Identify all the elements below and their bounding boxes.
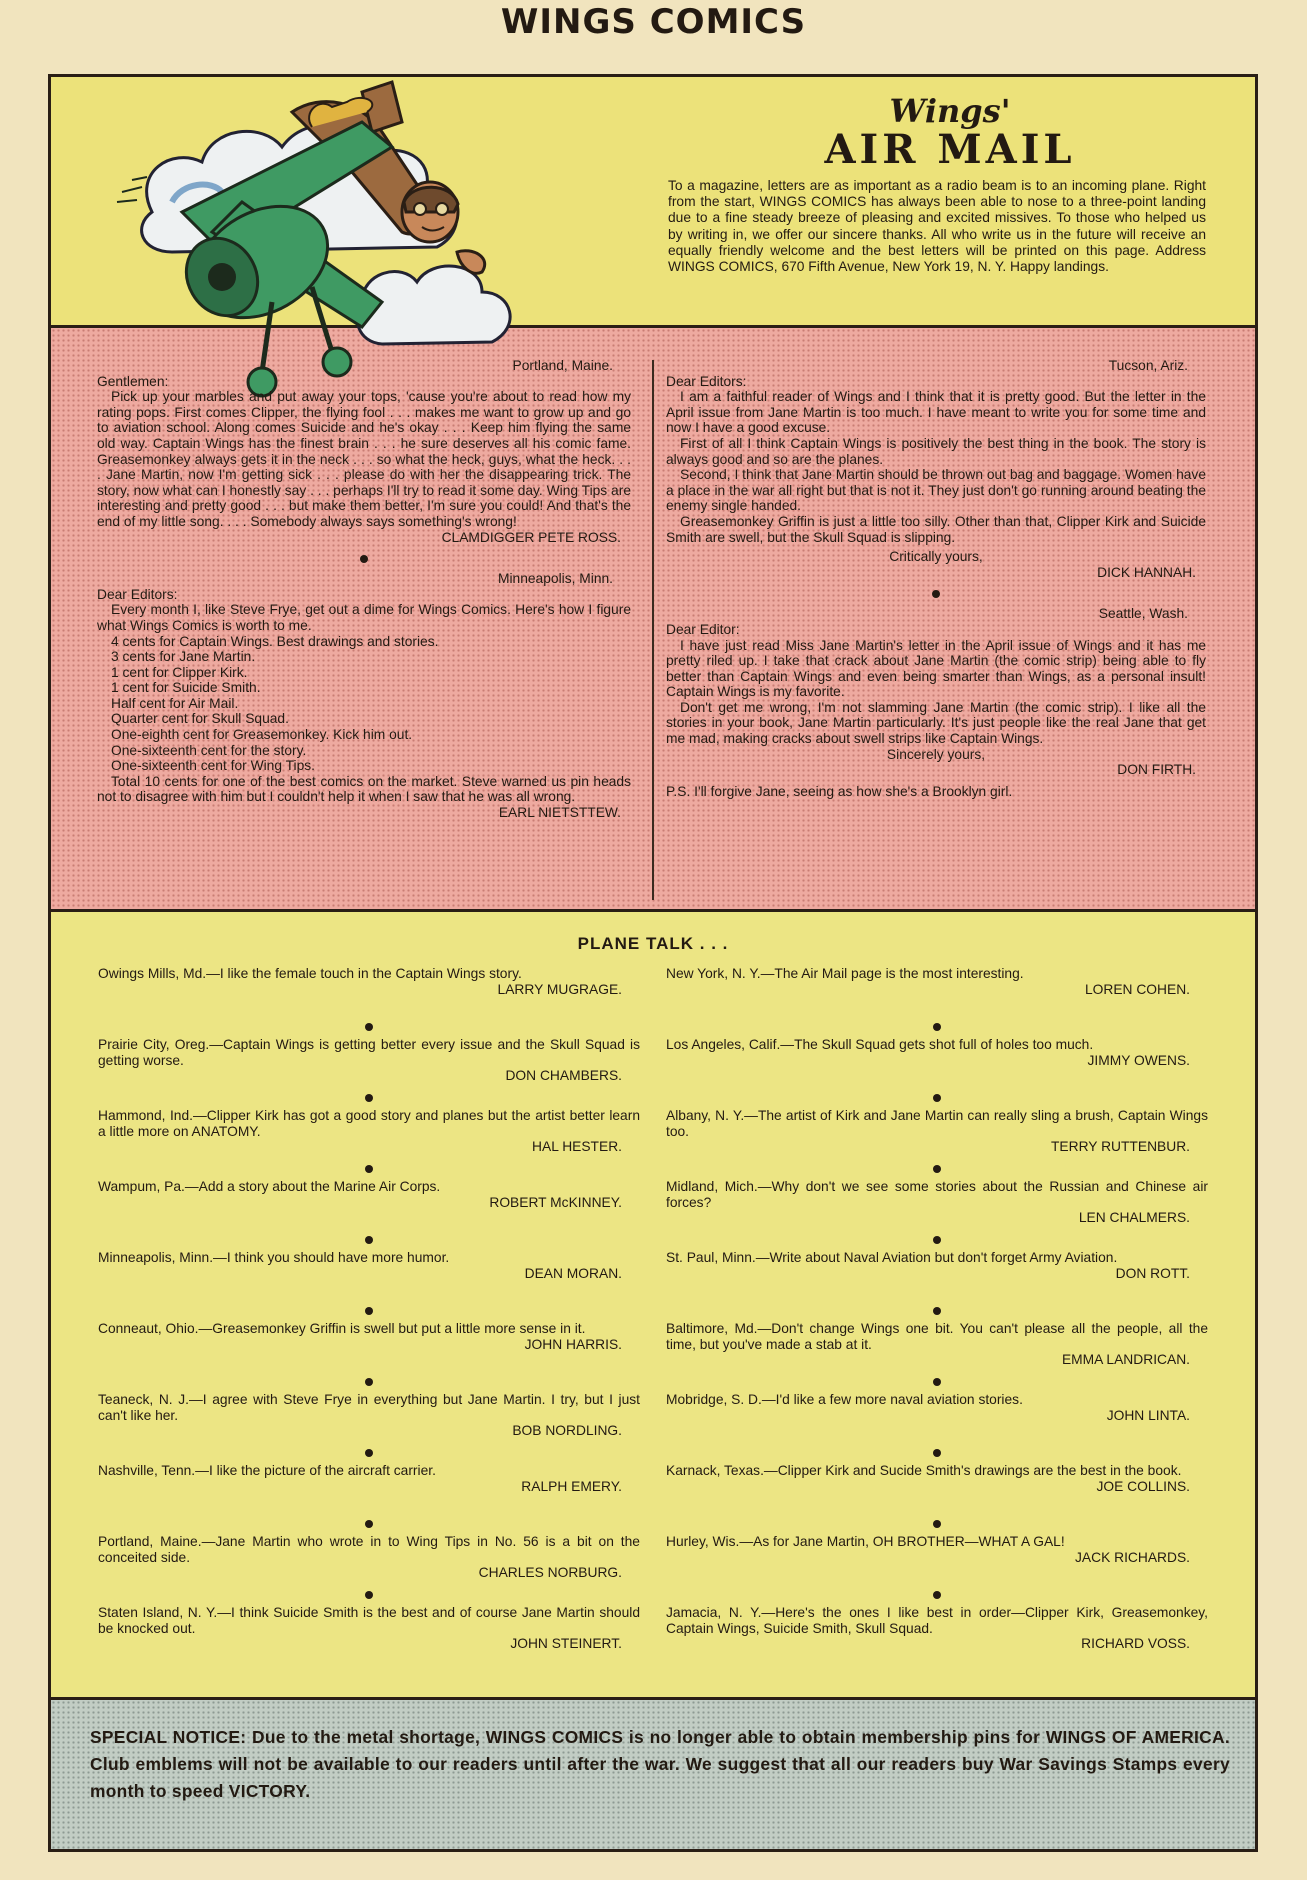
separator-dot [933, 1378, 941, 1386]
comment-author: LOREN COHEN. [1084, 981, 1190, 997]
letters-left-column [97, 358, 631, 821]
list-item [98, 1605, 640, 1676]
comment-author: TERRY RUTTENBUR. [1050, 1139, 1190, 1155]
list-item [98, 1250, 640, 1321]
separator-dot [365, 1165, 373, 1173]
air-mail-title: AIR MAIL [824, 126, 1076, 173]
comment-author: JOHN STEINERT. [510, 1636, 622, 1652]
separator-dot [933, 1023, 941, 1031]
letter-paragraph: Greasemonkey Griffin is just a little too silly. Other than that, Clipper Kirk and Suicide Smith are swell, but the Skull Squad is slipping. [666, 513, 1206, 545]
letter-paragraph: I have just read Miss Jane Martin's letter in the April issue of Wings and it has me pretty riled up. I take that crack about Jane Martin (the comic strip) being able to fly better than Captain Wings and even being smarter than Wings, as a personal insult! Captain Wings is my favorite. [666, 637, 1206, 700]
separator-dot [365, 1023, 373, 1031]
comment-text: Prairie City, Oreg.—Captain Wings is getting better every issue and the Skull Squad is getting worse. [98, 1037, 640, 1068]
comment-text: Los Angeles, Calif.—The Skull Squad gets shot full of holes too much. [666, 1037, 1094, 1052]
list-item [98, 1108, 640, 1179]
comment-text: Minneapolis, Minn.—I think you should have more humor. [98, 1250, 450, 1265]
separator-dot [365, 1236, 373, 1244]
list-item: 3 cents for Jane Martin. [111, 649, 256, 665]
separator-dot [365, 1094, 373, 1102]
comment-author: JACK RICHARDS. [1075, 1549, 1190, 1565]
list-item [666, 1605, 1208, 1676]
comment-text: Owings Mills, Md.—I like the female touch in the Captain Wings story. [98, 966, 522, 981]
separator-dot [365, 1520, 373, 1528]
list-item: One-eighth cent for Greasemonkey. Kick him out. [111, 727, 413, 743]
letter-place: Seattle, Wash. [1098, 606, 1188, 622]
list-item: One-sixteenth cent for the story. [111, 742, 307, 758]
list-item [666, 1463, 1208, 1534]
list-item [98, 1179, 640, 1250]
list-item [98, 966, 640, 1037]
comment-author: JIMMY OWENS. [1087, 1052, 1190, 1068]
plane-talk-left-column [98, 966, 640, 1676]
letter-postscript: P.S. I'll forgive Jane, seeing as how she's a Brooklyn girl. [666, 783, 1013, 799]
comment-author: RICHARD VOSS. [1081, 1636, 1190, 1652]
letter-signature: DON FIRTH. [1117, 762, 1196, 778]
letter-paragraph: Every month I, like Steve Frye, get out a dime for Wings Comics. Here's how I figure what Wings Comics is worth to me. [97, 602, 631, 633]
separator-dot [933, 1520, 941, 1528]
list-item: 1 cent for Clipper Kirk. [111, 664, 248, 680]
comment-text: Nashville, Tenn.—I like the picture of the aircraft carrier. [98, 1463, 436, 1478]
special-notice-text: SPECIAL NOTICE: Due to the metal shortage, WINGS COMICS is no longer able to obtain membership pins for WINGS OF AMERICA. Club emblems will not be available to our readers until after the war. We suggest that all our readers buy War Savings Stamps every month to speed VICTORY. [90, 1727, 1230, 1801]
comment-author: DON CHAMBERS. [505, 1068, 622, 1084]
letter-signature: DICK HANNAH. [1097, 564, 1196, 580]
letters-right-column [666, 358, 1206, 799]
air-mail-intro-text: To a magazine, letters are as important as a radio beam is to an incoming plane. Right from the start, WINGS COMICS has always been able to nose to a three-point landing due to a fine steady breeze of pleasing and excited missives. To those who helped us by writing in, we offer our sincere thanks. All who write us in the future will receive an equally friendly welcome and the best letters will be printed on this page. Address WINGS COMICS, 670 Fifth Avenue, New York 19, N. Y. Happy landings. [668, 178, 1206, 275]
comment-author: CHARLES NORBURG. [478, 1565, 622, 1581]
separator-dot [360, 555, 368, 563]
price-list [97, 634, 631, 774]
list-item [666, 1321, 1208, 1392]
list-item [666, 1250, 1208, 1321]
letter-paragraph: Total 10 cents for one of the best comics on the market. Steve warned us pin heads not to disagree with him but I couldn't help it when I saw that he was all wrong. [97, 773, 631, 805]
plane-talk-title: PLANE TALK . . . [577, 934, 729, 953]
list-item [666, 1179, 1208, 1250]
letter-place: Minneapolis, Minn. [497, 571, 613, 587]
separator-dot [933, 1236, 941, 1244]
letter-paragraph: Don't get me wrong, I'm not slamming Jane Martin (the comic strip). I like all the stories in your book, Jane Martin particularly. It's just people like the real Jane that get me mad, making cracks about swell strips like Captain Wings. [666, 699, 1206, 747]
comment-author: LARRY MUGRAGE. [497, 981, 622, 997]
list-item [98, 1392, 640, 1463]
comment-author: BOB NORDLING. [512, 1423, 622, 1439]
comment-text: Baltimore, Md.—Don't change Wings one bit. You can't please all the people, all the time, but you've made a stab at it. [666, 1321, 1208, 1352]
letter-closing: Critically yours, [889, 549, 983, 565]
list-item: One-sixteenth cent for Wing Tips. [111, 758, 315, 774]
separator-dot [365, 1591, 373, 1599]
comment-text: Teaneck, N. J.—I agree with Steve Frye in everything but Jane Martin. I try, but I just can't like her. [98, 1392, 640, 1423]
plane-talk-right-column [666, 966, 1208, 1676]
separator-dot [933, 1094, 941, 1102]
letter-paragraph: I am a faithful reader of Wings and I think that it is pretty good. But the letter in the April issue from Jane Martin is too much. I have meant to write you for some time and now I have a good excuse. [666, 389, 1206, 436]
letter-salutation: Dear Editors: [97, 586, 178, 602]
comment-text: Jamacia, N. Y.—Here's the ones I like best in order—Clipper Kirk, Greasemonkey, Captain Wings, Suicide Smith, Skull Squad. [666, 1605, 1208, 1636]
separator-dot [365, 1378, 373, 1386]
letter-closing: Sincerely yours, [886, 746, 986, 762]
list-item [98, 1037, 640, 1108]
list-item: 4 cents for Captain Wings. Best drawings and stories. [111, 633, 439, 649]
letter-place: Tucson, Ariz. [1108, 358, 1188, 373]
list-item [666, 1392, 1208, 1463]
letter-salutation: Dear Editors: [666, 373, 747, 389]
separator-dot [933, 1307, 941, 1315]
comment-text: Mobridge, S. D.—I'd like a few more naval aviation stories. [666, 1392, 1023, 1407]
list-item [666, 966, 1208, 1037]
comment-author: JOHN HARRIS. [524, 1336, 622, 1352]
comment-author: JOE COLLINS. [1096, 1478, 1190, 1494]
letters-column-divider [652, 360, 654, 900]
list-item: Quarter cent for Skull Squad. [111, 711, 289, 727]
letter-paragraph: First of all I think Captain Wings is positively the best thing in the book. The story is always good and so are the planes. [666, 435, 1206, 467]
list-item [666, 1534, 1208, 1605]
letter-paragraph: Pick up your marbles and put away your tops, 'cause you're about to read how my rating pops. First comes Clipper, the flying fool . . . makes me want to grow up and go to aviation school. Along comes Suicide and he's okay . . . Keep him flying the same old way. Captain Wings has the finest brain . . . he sure deserves all his comic fame. Greasemonkey always gets it in the neck . . . so what the heck, guys, what the heck. . . . Jane Martin, now I'm getting sick . . . please do with her the disappearing trick. The story, now what can I honestly say . . . perhaps I'll try to read it some day. Wing Tips are interesting and pretty good . . . but make them better, I'm sure you could! And that's the end of my little song. . . . Somebody always says something's wrong! [97, 389, 631, 529]
list-item [98, 1463, 640, 1534]
comment-author: LEN CHALMERS. [1078, 1210, 1190, 1226]
air-mail-subtitle: Wings' [889, 92, 1011, 130]
comment-author: HAL HESTER. [532, 1139, 622, 1155]
letter-salutation: Dear Editor: [666, 621, 740, 637]
comment-author: ROBERT McKINNEY. [489, 1194, 622, 1210]
separator-dot [365, 1307, 373, 1315]
list-item [98, 1321, 640, 1392]
list-item [666, 1037, 1208, 1108]
comment-author: RALPH EMERY. [521, 1478, 622, 1494]
separator-dot [933, 1165, 941, 1173]
comment-author: DEAN MORAN. [524, 1265, 622, 1281]
comment-author: EMMA LANDRICAN. [1061, 1352, 1190, 1368]
comment-text: Hurley, Wis.—As for Jane Martin, OH BROTHER—WHAT A GAL! [666, 1534, 1065, 1549]
comment-text: Albany, N. Y.—The artist of Kirk and Jane Martin can really sling a brush, Captain Wings too. [666, 1108, 1208, 1139]
comment-author: DON ROTT. [1115, 1265, 1190, 1281]
list-item [666, 1108, 1208, 1179]
comment-text: New York, N. Y.—The Air Mail page is the most interesting. [666, 966, 1024, 981]
separator-dot [932, 590, 940, 598]
letter-paragraph: Second, I think that Jane Martin should be thrown out bag and baggage. Women have a place in the war all right but that is not it. They just don't go running around beating the enemy single handed. [666, 467, 1206, 514]
letter-place: Portland, Maine. [512, 358, 613, 373]
separator-dot [365, 1449, 373, 1457]
separator-dot [933, 1591, 941, 1599]
comment-author: JOHN LINTA. [1106, 1407, 1190, 1423]
list-item: Half cent for Air Mail. [111, 695, 239, 711]
comment-text: Wampum, Pa.—Add a story about the Marine Air Corps. [98, 1179, 441, 1194]
separator-dot [933, 1449, 941, 1457]
list-item [98, 1534, 640, 1605]
list-item: 1 cent for Suicide Smith. [111, 680, 261, 696]
page-title: WINGS COMICS [500, 2, 807, 42]
letter-signature: EARL NIETSTTEW. [498, 805, 621, 821]
comment-text: St. Paul, Minn.—Write about Naval Aviation but don't forget Army Aviation. [666, 1250, 1118, 1265]
letter-signature: CLAMDIGGER PETE ROSS. [441, 529, 621, 545]
comment-text: Midland, Mich.—Why don't we see some stories about the Russian and Chinese air forces? [666, 1179, 1208, 1210]
air-mail-header [660, 92, 1240, 173]
comment-text: Hammond, Ind.—Clipper Kirk has got a good story and planes but the artist better learn a little more on ANATOMY. [98, 1108, 640, 1139]
comment-text: Conneaut, Ohio.—Greasemonkey Griffin is swell but put a little more sense in it. [98, 1321, 586, 1336]
comment-text: Staten Island, N. Y.—I think Suicide Smith is the best and of course Jane Martin should be knocked out. [98, 1605, 640, 1636]
comment-text: Karnack, Texas.—Clipper Kirk and Sucide Smith's drawings are the best in the book. [666, 1463, 1182, 1478]
comment-text: Portland, Maine.—Jane Martin who wrote in to Wing Tips in No. 56 is a bit on the conceited side. [98, 1534, 640, 1565]
letter-salutation: Gentlemen: [97, 373, 169, 389]
